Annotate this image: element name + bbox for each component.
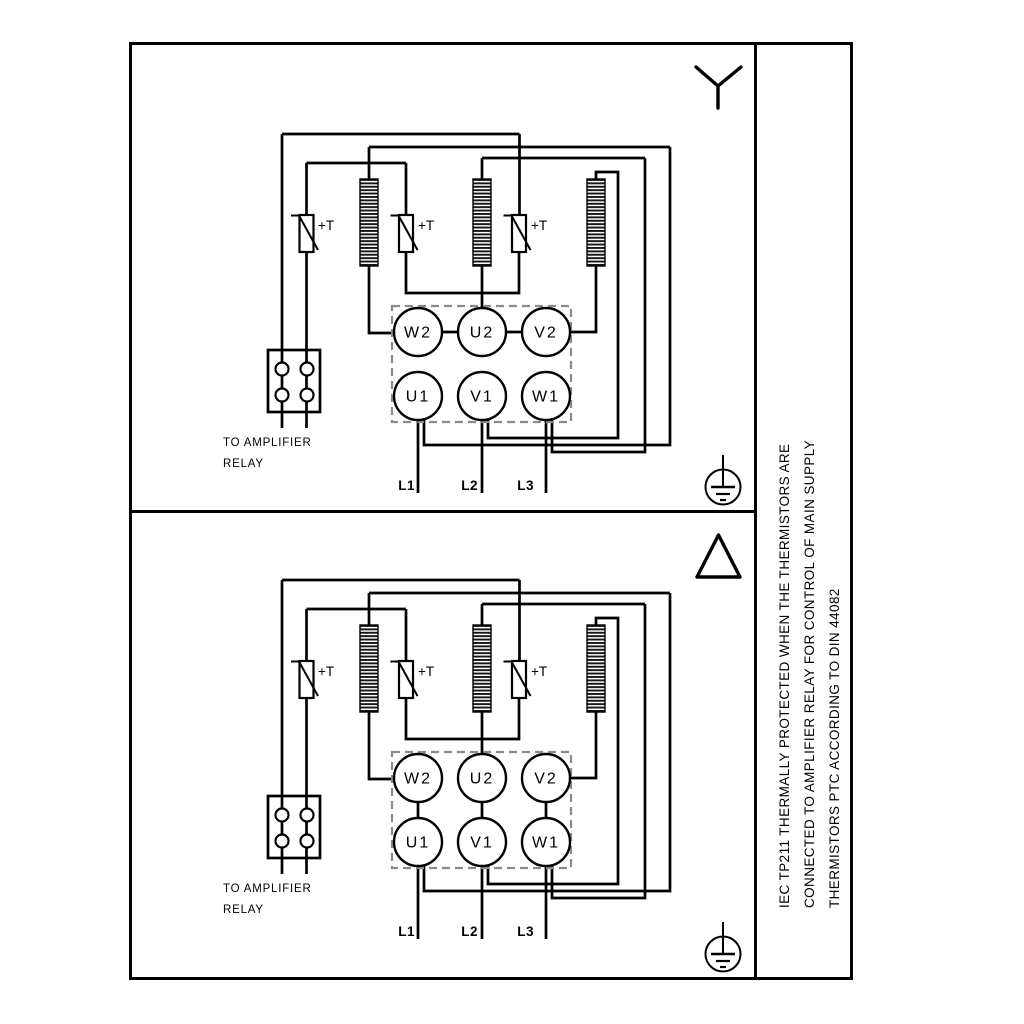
supply-label-l2: L2: [461, 478, 478, 493]
relay-note-line1: TO AMPLIFIER: [223, 437, 312, 449]
side-note-text: [772, 368, 847, 908]
relay-pin: [276, 835, 289, 848]
relay-terminal-block: [268, 350, 320, 412]
delta-panel-diagram: [130, 512, 756, 980]
earth-ground-icon: [706, 455, 741, 505]
thermistor-label-2: +T: [418, 664, 435, 679]
delta-connection-icon: [697, 535, 740, 577]
winding-coil-2: [473, 179, 491, 266]
terminal-label-v1: V1: [470, 388, 494, 406]
terminal-label-u1: U1: [405, 834, 431, 852]
supply-label-l3: L3: [517, 924, 534, 939]
terminal-circles: [394, 308, 570, 420]
relay-note-line2: RELAY: [223, 458, 264, 470]
winding-coil-1: [360, 179, 378, 266]
relay-pin: [276, 809, 289, 822]
terminal-label-w2: W2: [404, 324, 432, 342]
winding-coil-2: [473, 625, 491, 712]
relay-pin: [301, 835, 314, 848]
thermistor-label-2: +T: [418, 218, 435, 233]
earth-ground-icon: [706, 922, 741, 972]
terminal-label-v2: V2: [534, 324, 558, 342]
thermistor-label-3: +T: [531, 218, 548, 233]
thermistor-label-3: +T: [531, 664, 548, 679]
relay-pin: [276, 389, 289, 402]
delta-bridge-links: [418, 802, 546, 818]
relay-pin: [301, 809, 314, 822]
supply-label-l2: L2: [461, 924, 478, 939]
relay-pin: [276, 363, 289, 376]
relay-note-line1: TO AMPLIFIER: [223, 883, 312, 895]
terminal-label-v1: V1: [470, 834, 494, 852]
terminal-label-w1: W1: [532, 388, 560, 406]
relay-terminal-block: [268, 796, 320, 858]
relay-pin: [301, 363, 314, 376]
thermistors: [291, 215, 547, 252]
terminal-label-u2: U2: [469, 324, 495, 342]
winding-coil-3: [587, 625, 605, 712]
winding-coil-3: [587, 179, 605, 266]
terminal-label-u2: U2: [469, 770, 495, 788]
side-note-line2: CONNECTED TO AMPLIFIER RELAY FOR CONTROL OF MAIN SUPPLY: [802, 439, 817, 908]
side-note-line1: IEC TP211 THERMALLY PROTECTED WHEN THE THERMISTORS ARE: [777, 443, 792, 908]
terminal-label-w2: W2: [404, 770, 432, 788]
winding-coils: [360, 179, 605, 266]
star-panel-diagram: [130, 43, 756, 512]
star-connection-icon: [696, 67, 741, 108]
terminal-label-u1: U1: [405, 388, 431, 406]
supply-label-l1: L1: [398, 924, 415, 939]
relay-pin: [301, 389, 314, 402]
thermistors: [291, 661, 547, 698]
supply-label-l1: L1: [398, 478, 415, 493]
winding-coils: [360, 625, 605, 712]
terminal-label-w1: W1: [532, 834, 560, 852]
terminal-label-v2: V2: [534, 770, 558, 788]
thermistor-label-1: +T: [318, 664, 335, 679]
winding-coil-1: [360, 625, 378, 712]
thermistor-label-1: +T: [318, 218, 335, 233]
side-note-line3: THERMISTORS PTC ACCORDING TO DIN 44082: [827, 588, 842, 908]
relay-note-line2: RELAY: [223, 904, 264, 916]
supply-label-l3: L3: [517, 478, 534, 493]
